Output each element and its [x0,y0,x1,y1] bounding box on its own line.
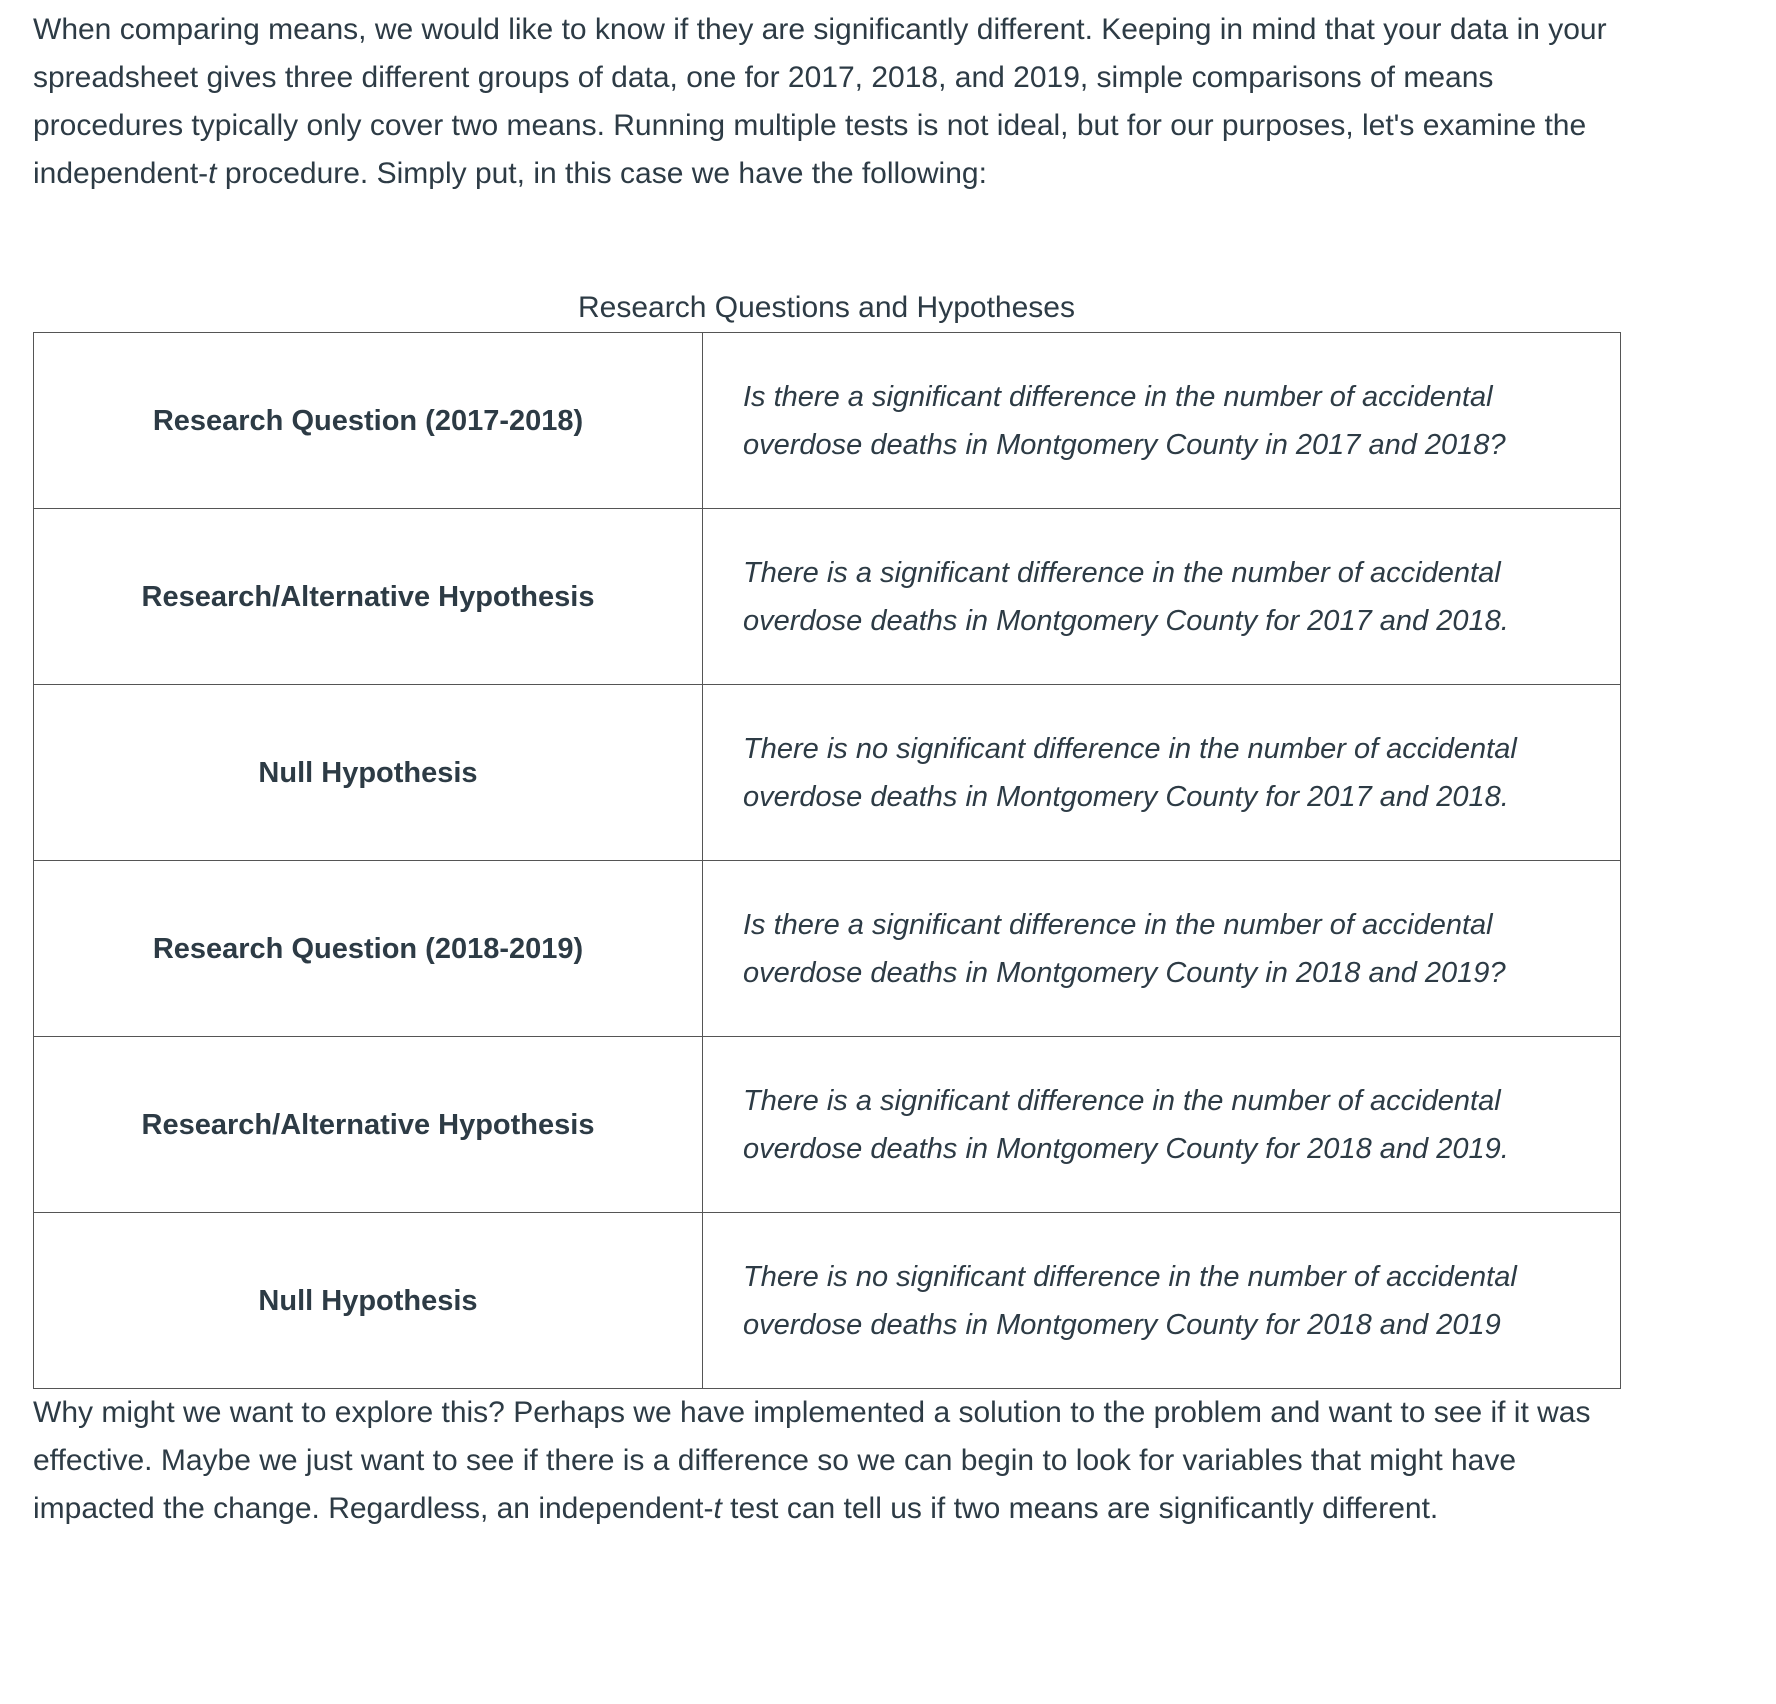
table-row [34,861,1621,1037]
row-label: Research Question (2018-2019) [34,861,703,1037]
outro-text-start: Why might we want to explore this? Perhaps we have implemented a solution to the problem and want to see if it was effective. Maybe we just want to see if there is a difference so we can begin to look for variables that might have impacted the change. Regardless, an independent- [33,1396,1591,1525]
row-text: There is a significant difference in the number of accidental overdose deaths in Montgomery County for 2017 and 2018. [703,509,1621,685]
table-row [34,333,1621,509]
intro-text-end: procedure. Simply put, in this case we have the following: [216,157,987,190]
row-text: Is there a significant difference in the number of accidental overdose deaths in Montgomery County in 2018 and 2019? [703,861,1621,1037]
row-label: Null Hypothesis [34,685,703,861]
intro-t-italic: t [208,157,217,190]
table-row [34,1213,1621,1389]
row-label: Research/Alternative Hypothesis [34,1037,703,1213]
hypotheses-table [33,332,1621,1389]
row-text: Is there a significant difference in the number of accidental overdose deaths in Montgomery County in 2017 and 2018? [703,333,1621,509]
table-row [34,509,1621,685]
row-text: There is no significant difference in the number of accidental overdose deaths in Montgomery County for 2018 and 2019 [703,1213,1621,1389]
outro-paragraph [33,1389,1633,1533]
table-row [34,685,1621,861]
row-text: There is no significant difference in the number of accidental overdose deaths in Montgomery County for 2017 and 2018. [703,685,1621,861]
row-label: Research Question (2017-2018) [34,333,703,509]
row-text: There is a significant difference in the number of accidental overdose deaths in Montgomery County for 2018 and 2019. [703,1037,1621,1213]
outro-t-italic: t [713,1492,722,1525]
table-caption: Research Questions and Hypotheses [578,291,1075,324]
row-label: Null Hypothesis [34,1213,703,1389]
article-body [33,6,1633,1533]
intro-text-start: When comparing means, we would like to know if they are significantly different. Keeping in mind that your data in your spreadsheet gives three different groups of data, one for 2017, 2018, and 2019, simple comparisons of means procedures typically only cover two means. Running multiple tests is not ideal, but for our purposes, let's examine the independent- [33,13,1607,190]
intro-paragraph [33,6,1633,198]
table-row [34,1037,1621,1213]
outro-text-end: test can tell us if two means are significantly different. [721,1492,1439,1525]
row-label: Research/Alternative Hypothesis [34,509,703,685]
